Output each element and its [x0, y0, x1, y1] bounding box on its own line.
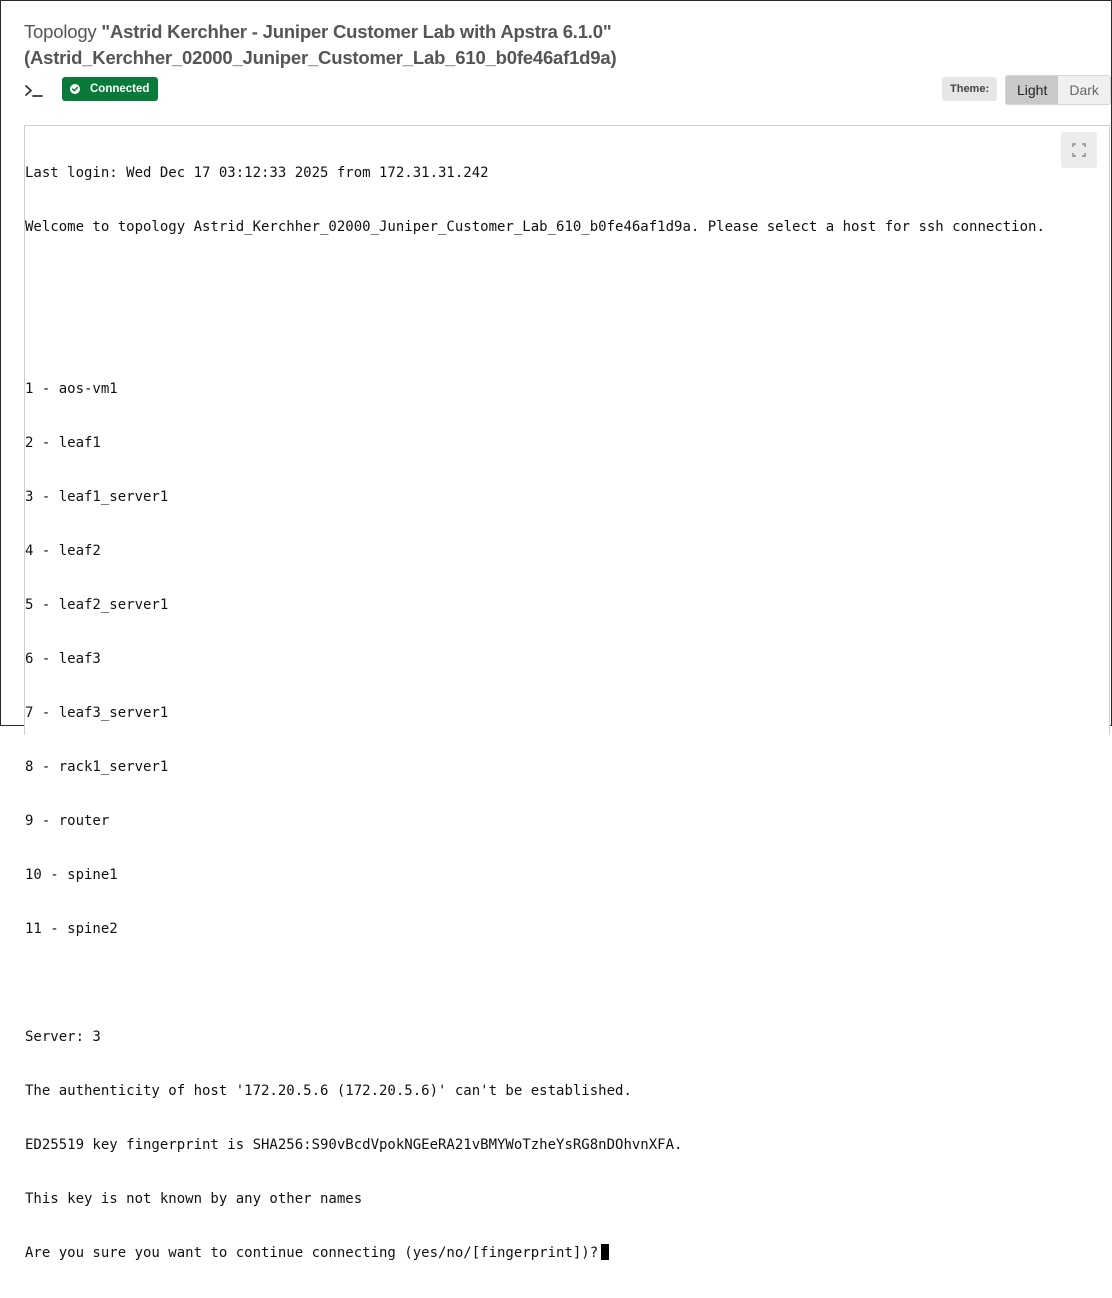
topology-name: "Astrid Kerchher - Juniper Customer Lab with Apstra 6.1.0" [101, 21, 612, 42]
topology-id: (Astrid_Kerchher_02000_Juniper_Customer_Lab_610_b0fe46af1d9a) [24, 47, 617, 68]
theme-toggle [1005, 75, 1111, 105]
terminal-line: 8 - rack1_server1 [25, 759, 169, 775]
status-label: Connected [90, 83, 150, 95]
terminal-line: 1 - aos-vm1 [25, 381, 118, 397]
check-circle-icon [70, 84, 80, 94]
terminal-line: 7 - leaf3_server1 [25, 705, 169, 721]
terminal-panel[interactable] [24, 125, 1110, 1261]
theme-label: Theme: [942, 77, 997, 101]
terminal-line: 2 - leaf1 [25, 435, 101, 451]
theme-light-button[interactable]: Light [1006, 76, 1058, 104]
fullscreen-icon [1072, 143, 1086, 157]
terminal-line: 4 - leaf2 [25, 543, 101, 559]
terminal-line: Server: 3 [25, 1029, 101, 1045]
terminal-line: 10 - spine1 [25, 867, 118, 883]
page-title [24, 19, 616, 71]
terminal-line: 5 - leaf2_server1 [25, 597, 169, 613]
toolbar [24, 77, 1104, 103]
terminal-line: 9 - router [25, 813, 110, 829]
terminal-line: The authenticity of host '172.20.5.6 (172.20.5.6)' can't be established. [25, 1083, 632, 1099]
fullscreen-button[interactable] [1061, 132, 1097, 168]
terminal-line: 11 - spine2 [25, 921, 118, 937]
terminal-line [25, 272, 1045, 290]
terminal-prompt-line [25, 1244, 1045, 1262]
terminal-line: 6 - leaf3 [25, 651, 101, 667]
terminal-line: Welcome to topology Astrid_Kerchher_02000_Juniper_Customer_Lab_610_b0fe46af1d9a. Please select a host for ssh connection. [25, 219, 1045, 235]
terminal-line: Last login: Wed Dec 17 03:12:33 2025 from 172.31.31.242 [25, 165, 489, 181]
terminal-prompt-icon[interactable] [24, 80, 46, 102]
status-badge [62, 77, 158, 101]
terminal-line: This key is not known by any other names [25, 1191, 363, 1207]
terminal-line: ED25519 key fingerprint is SHA256:S90vBcdVpokNGEeRA21vBMYWoTzheYsRG8nDOhvnXFA. [25, 1137, 683, 1153]
terminal-cursor [601, 1244, 609, 1260]
terminal-line: 3 - leaf1_server1 [25, 489, 169, 505]
prompt-text: Are you sure you want to continue connecting (yes/no/[fingerprint])? [25, 1245, 599, 1261]
terminal-line [25, 974, 1045, 992]
terminal-output[interactable] [25, 128, 1045, 1298]
terminal-scrollbar[interactable] [1097, 126, 1109, 735]
title-prefix: Topology [24, 21, 102, 42]
theme-dark-button[interactable]: Dark [1058, 76, 1110, 104]
terminal-line [25, 326, 1045, 344]
